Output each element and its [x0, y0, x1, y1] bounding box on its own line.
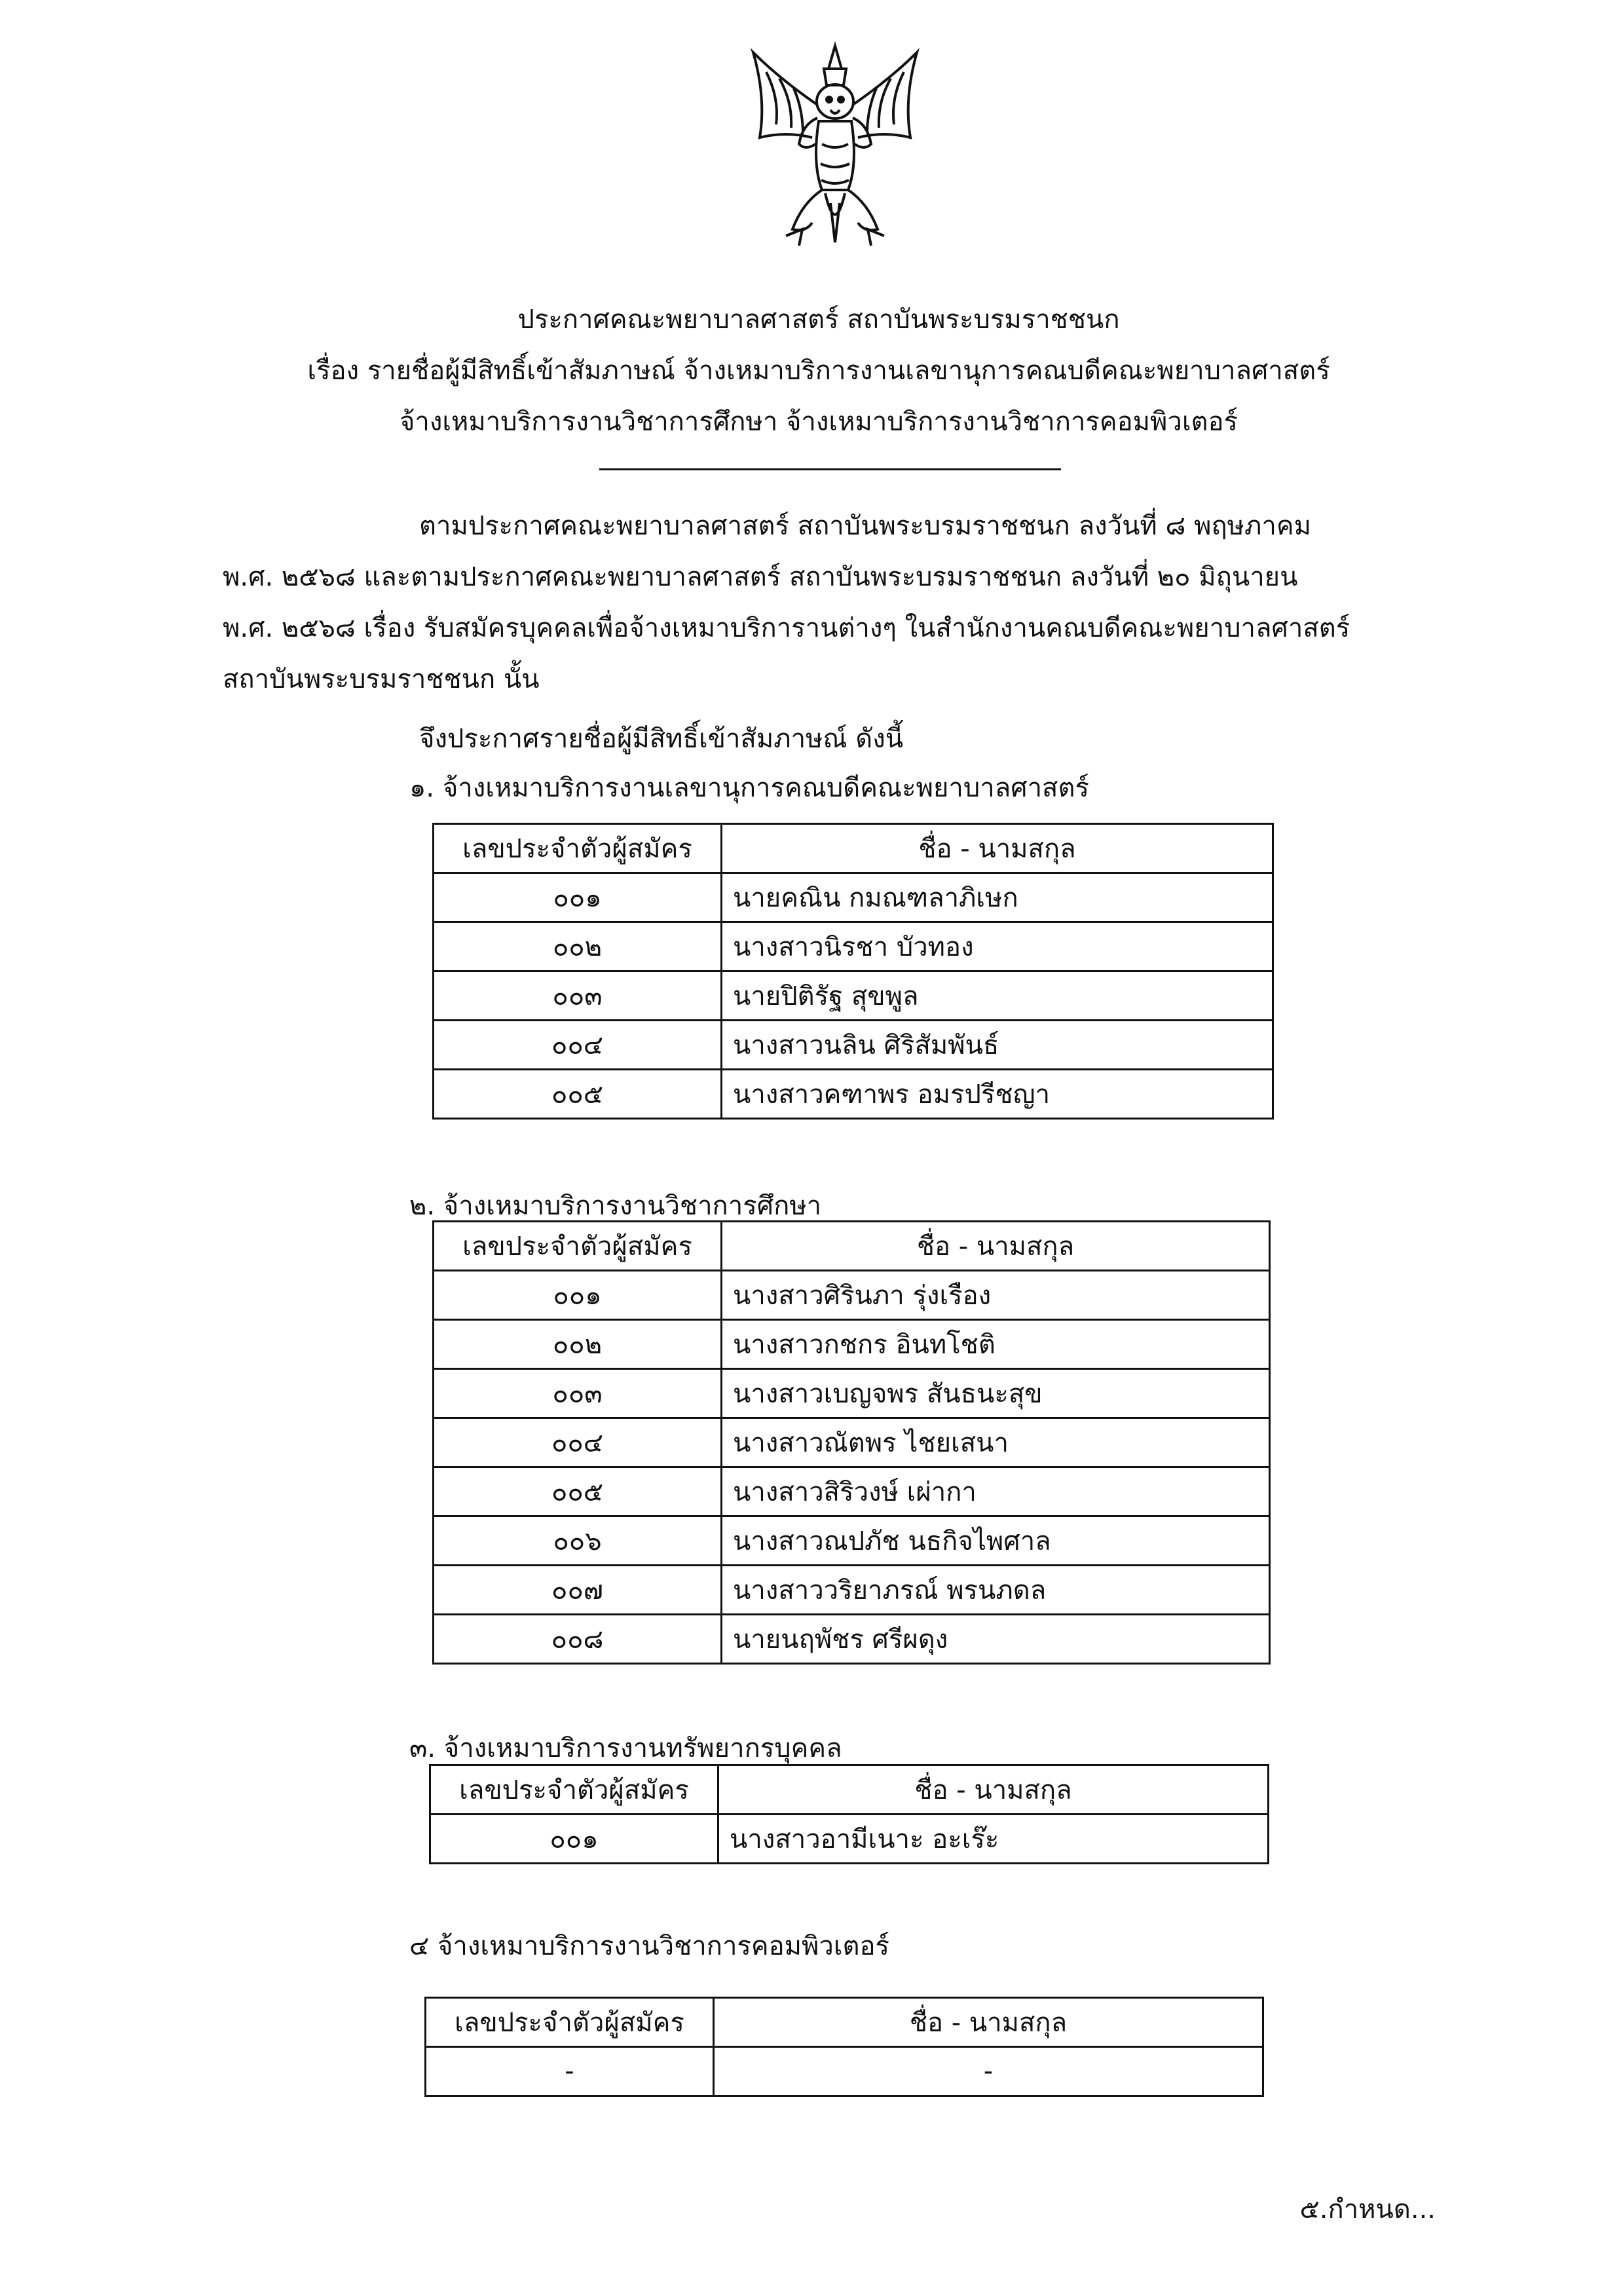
column-header-id: เลขประจำตัวผู้สมัคร: [434, 824, 722, 873]
applicant-name: นายคณิน กมณฑลาภิเษก: [722, 873, 1273, 922]
paragraph-line-4: สถาบันพระบรมราชชนก นั้น: [223, 664, 540, 694]
table-row: [434, 922, 1273, 971]
header-line-2: เรื่อง รายชื่อผู้มีสิทธิ์เข้าสัมภาษณ์ จ้างเหมาบริการงานเลขานุการคณบดีคณะพยาบาลศาสตร์: [307, 356, 1330, 386]
applicant-id: -: [426, 2047, 714, 2096]
section-1-table: [432, 823, 1274, 1120]
table-header-row: [434, 1222, 1270, 1271]
table-row: [430, 1815, 1269, 1864]
table-header-row: [430, 1765, 1269, 1815]
applicant-id: ๐๐๘: [434, 1615, 722, 1664]
paragraph-line-3: พ.ศ. ๒๕๖๘ เรื่อง รับสมัครบุคคลเพื่อจ้างเหมาบริการานต่างๆ ในสำนักงานคณบดีคณะพยาบาลศาสตร์: [223, 613, 1350, 643]
applicant-id: ๐๐๑: [434, 873, 722, 922]
table-header-row: [426, 1998, 1263, 2047]
header-line-1: ประกาศคณะพยาบาลศาสตร์ สถาบันพระบรมราชชนก: [517, 305, 1120, 335]
applicant-id: ๐๐๒: [434, 1320, 722, 1369]
applicant-id: ๐๐๖: [434, 1516, 722, 1566]
applicant-name: นางสาวนิรชา บัวทอง: [722, 922, 1273, 971]
applicant-id: ๐๐๑: [434, 1271, 722, 1320]
table-row: [434, 1369, 1270, 1418]
applicant-name: นางสาวนลิน ศิริสัมพันธ์: [722, 1021, 1273, 1070]
applicant-name: นางสาวสิริวงษ์ เผ่ากา: [722, 1467, 1270, 1516]
table-row: [434, 1070, 1273, 1119]
section-4-title: ๔ จ้างเหมาบริการงานวิชาการคอมพิวเตอร์: [409, 1931, 890, 1961]
table-row: [434, 1320, 1270, 1369]
applicant-name: นางสาวอามีเนาะ อะเร๊ะ: [718, 1815, 1269, 1864]
applicant-name: นางสาวณัตพร ไชยเสนา: [722, 1418, 1270, 1467]
section-3-title: ๓. จ้างเหมาบริการงานทรัพยากรบุคคล: [409, 1733, 842, 1763]
applicant-id: ๐๐๓: [434, 971, 722, 1021]
intro-text: จึงประกาศรายชื่อผู้มีสิทธิ์เข้าสัมภาษณ์ ดังนี้: [419, 724, 904, 754]
garuda-emblem-icon: [740, 39, 930, 262]
column-header-name: ชื่อ - นามสกุล: [718, 1765, 1269, 1815]
paragraph-line-2: พ.ศ. ๒๕๖๘ และตามประกาศคณะพยาบาลศาสตร์ สถาบันพระบรมราชชนก ลงวันที่ ๒๐ มิถุนายน: [223, 562, 1298, 592]
applicant-id: ๐๐๕: [434, 1467, 722, 1516]
column-header-name: ชื่อ - นามสกุล: [722, 824, 1273, 873]
applicant-id: ๐๐๗: [434, 1566, 722, 1615]
column-header-id: เลขประจำตัวผู้สมัคร: [434, 1222, 722, 1271]
applicant-name: นางสาวคฑาพร อมรปรีชญา: [722, 1070, 1273, 1119]
section-2-table: [432, 1220, 1271, 1665]
column-header-id: เลขประจำตัวผู้สมัคร: [426, 1998, 714, 2047]
section-1-title: ๑. จ้างเหมาบริการงานเลขานุการคณบดีคณะพยาบาลศาสตร์: [409, 773, 1089, 803]
section-3-table: [429, 1764, 1269, 1864]
applicant-name: นางสาวณปภัช นธกิจไพศาล: [722, 1516, 1270, 1566]
header-divider: [599, 468, 1061, 470]
table-row: [426, 2047, 1263, 2096]
section-2-title: ๒. จ้างเหมาบริการงานวิชาการศึกษา: [409, 1191, 822, 1221]
table-row: [434, 1021, 1273, 1070]
applicant-name: นางสาวศิรินภา รุ่งเรือง: [722, 1271, 1270, 1320]
applicant-id: ๐๐๔: [434, 1418, 722, 1467]
table-row: [434, 1418, 1270, 1467]
table-row: [434, 873, 1273, 922]
table-row: [434, 1516, 1270, 1566]
applicant-name: นายนฤพัชร ศรีผดุง: [722, 1615, 1270, 1664]
applicant-name: นายปิติรัฐ สุขพูล: [722, 971, 1273, 1021]
column-header-name: ชื่อ - นามสกุล: [722, 1222, 1270, 1271]
section-4-table: [424, 1997, 1264, 2097]
column-header-name: ชื่อ - นามสกุล: [714, 1998, 1263, 2047]
applicant-id: ๐๐๑: [430, 1815, 718, 1864]
applicant-id: ๐๐๕: [434, 1070, 722, 1119]
applicant-id: ๐๐๓: [434, 1369, 722, 1418]
applicant-id: ๐๐๒: [434, 922, 722, 971]
table-row: [434, 1467, 1270, 1516]
applicant-name: นางสาววริยาภรณ์ พรนภดล: [722, 1566, 1270, 1615]
next-page-marker: ๕.กำหนด...: [1299, 2194, 1436, 2225]
table-row: [434, 1566, 1270, 1615]
table-header-row: [434, 824, 1273, 873]
column-header-id: เลขประจำตัวผู้สมัคร: [430, 1765, 718, 1815]
table-row: [434, 971, 1273, 1021]
applicant-name: นางสาวเบญจพร สันธนะสุข: [722, 1369, 1270, 1418]
paragraph-line-1: ตามประกาศคณะพยาบาลศาสตร์ สถาบันพระบรมราชชนก ลงวันที่ ๘ พฤษภาคม: [419, 511, 1311, 541]
table-row: [434, 1615, 1270, 1664]
applicant-name: นางสาวกชกร อินทโชติ: [722, 1320, 1270, 1369]
applicant-name: -: [714, 2047, 1263, 2096]
table-row: [434, 1271, 1270, 1320]
applicant-id: ๐๐๔: [434, 1021, 722, 1070]
header-line-3: จ้างเหมาบริการงานวิชาการศึกษา จ้างเหมาบริการงานวิชาการคอมพิวเตอร์: [399, 407, 1238, 437]
